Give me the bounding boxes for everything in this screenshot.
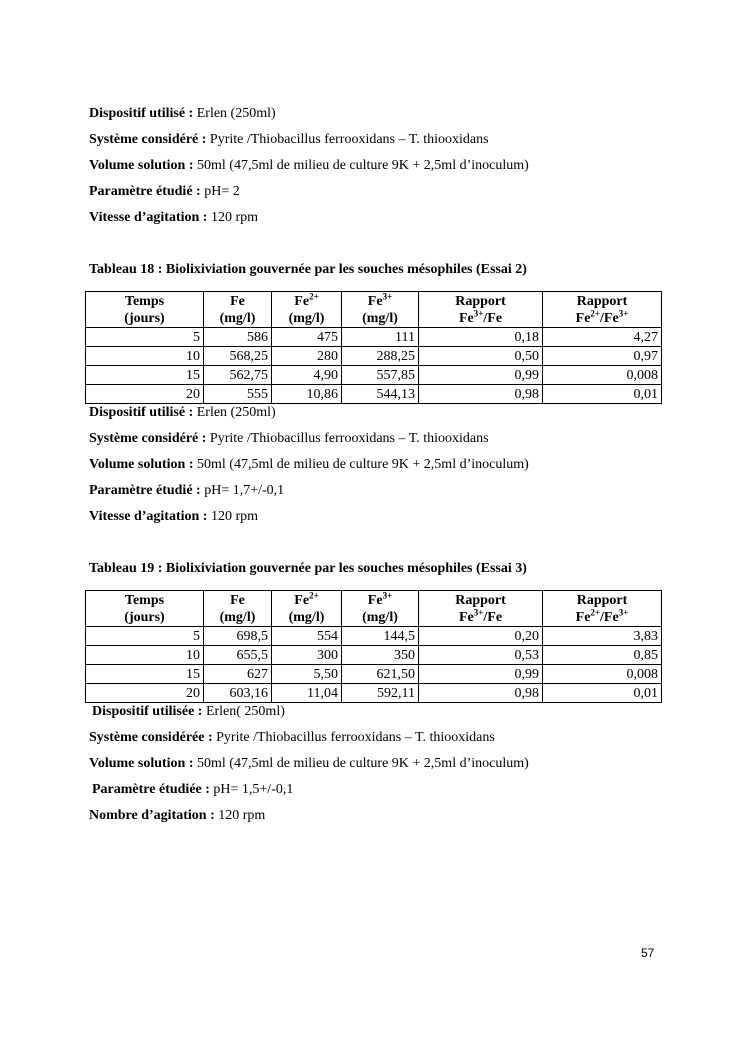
block1-volume: Volume solution : 50ml (47,5ml de milieu de culture 9K + 2,5ml d’inoculum) [89, 158, 529, 173]
table18-caption: Tableau 18 : Biolixiviation gouvernée par les souches mésophiles (Essai 2) [89, 262, 527, 277]
table-row: 20 603,16 11,04 592,11 0,98 0,01 [86, 684, 662, 703]
header-temps: Temps (jours) [86, 292, 204, 328]
table-row: 10 568,25 280 288,25 0,50 0,97 [86, 347, 662, 366]
block3-parametre: Paramètre étudiée : pH= 1,5+/-0,1 [92, 782, 294, 797]
table-row: 5 698,5 554 144,5 0,20 3,83 [86, 627, 662, 646]
header-rapport-fe2-fe3: Rapport $Fe^{2+}/Fe^{3+}$ [543, 292, 662, 328]
page-number: 57 [641, 946, 655, 960]
table-row: 15 627 5,50 621,50 0,99 0,008 [86, 665, 662, 684]
block1-vitesse: Vitesse d’agitation : 120 rpm [89, 210, 259, 225]
table-row: 15 562,75 4,90 557,85 0,99 0,008 [86, 366, 662, 385]
block2-vitesse: Vitesse d’agitation : 120 rpm [89, 509, 259, 524]
table19 [85, 590, 662, 703]
block3-dispositif: Dispositif utilisée : Erlen( 250ml) [92, 704, 285, 719]
header-fe: Fe (mg/l) [204, 292, 272, 328]
block3-systeme: Système considérée : Pyrite /Thiobacillus ferrooxidans – T. thiooxidans [89, 730, 495, 745]
header-fe3: $Fe^{3+}$ (mg/l) [342, 591, 419, 627]
header-rapport-fe2-fe3: Rapport $Fe^{2+}/Fe^{3+}$ [543, 591, 662, 627]
header-fe2: $Fe^{2+}$ (mg/l) [272, 591, 342, 627]
header-rapport-fe3-fe: Rapport $Fe^{3+}/Fe$ [419, 591, 543, 627]
block2-volume: Volume solution : 50ml (47,5ml de milieu de culture 9K + 2,5ml d’inoculum) [89, 457, 529, 472]
table19-caption: Tableau 19 : Biolixiviation gouvernée par les souches mésophiles (Essai 3) [89, 561, 527, 576]
block1-dispositif: Dispositif utilisé : Erlen (250ml) [89, 106, 276, 121]
block2-parametre: Paramètre étudié : pH= 1,7+/-0,1 [89, 483, 285, 498]
block2-systeme: Système considéré : Pyrite /Thiobacillus ferrooxidans – T. thiooxidans [89, 431, 489, 446]
header-temps: Temps (jours) [86, 591, 204, 627]
table-row: 10 655,5 300 350 0,53 0,85 [86, 646, 662, 665]
header-fe: Fe (mg/l) [204, 591, 272, 627]
header-rapport-fe3-fe: Rapport $Fe^{3+}/Fe$ [419, 292, 543, 328]
table18 [85, 291, 662, 404]
header-fe2: $Fe^{2+}$ (mg/l) [272, 292, 342, 328]
table-row: 5 586 475 111 0,18 4,27 [86, 328, 662, 347]
block1-parametre: Paramètre étudié : pH= 2 [89, 184, 240, 199]
block1-systeme: Système considéré : Pyrite /Thiobacillus ferrooxidans – T. thiooxidans [89, 132, 489, 147]
header-fe3: $Fe^{3+}$ (mg/l) [342, 292, 419, 328]
table-row: 20 555 10,86 544,13 0,98 0,01 [86, 385, 662, 404]
block3-nombre: Nombre d’agitation : 120 rpm [89, 808, 266, 823]
block2-dispositif: Dispositif utilisé : Erlen (250ml) [89, 405, 276, 420]
block3-volume: Volume solution : 50ml (47,5ml de milieu de culture 9K + 2,5ml d’inoculum) [89, 756, 529, 771]
